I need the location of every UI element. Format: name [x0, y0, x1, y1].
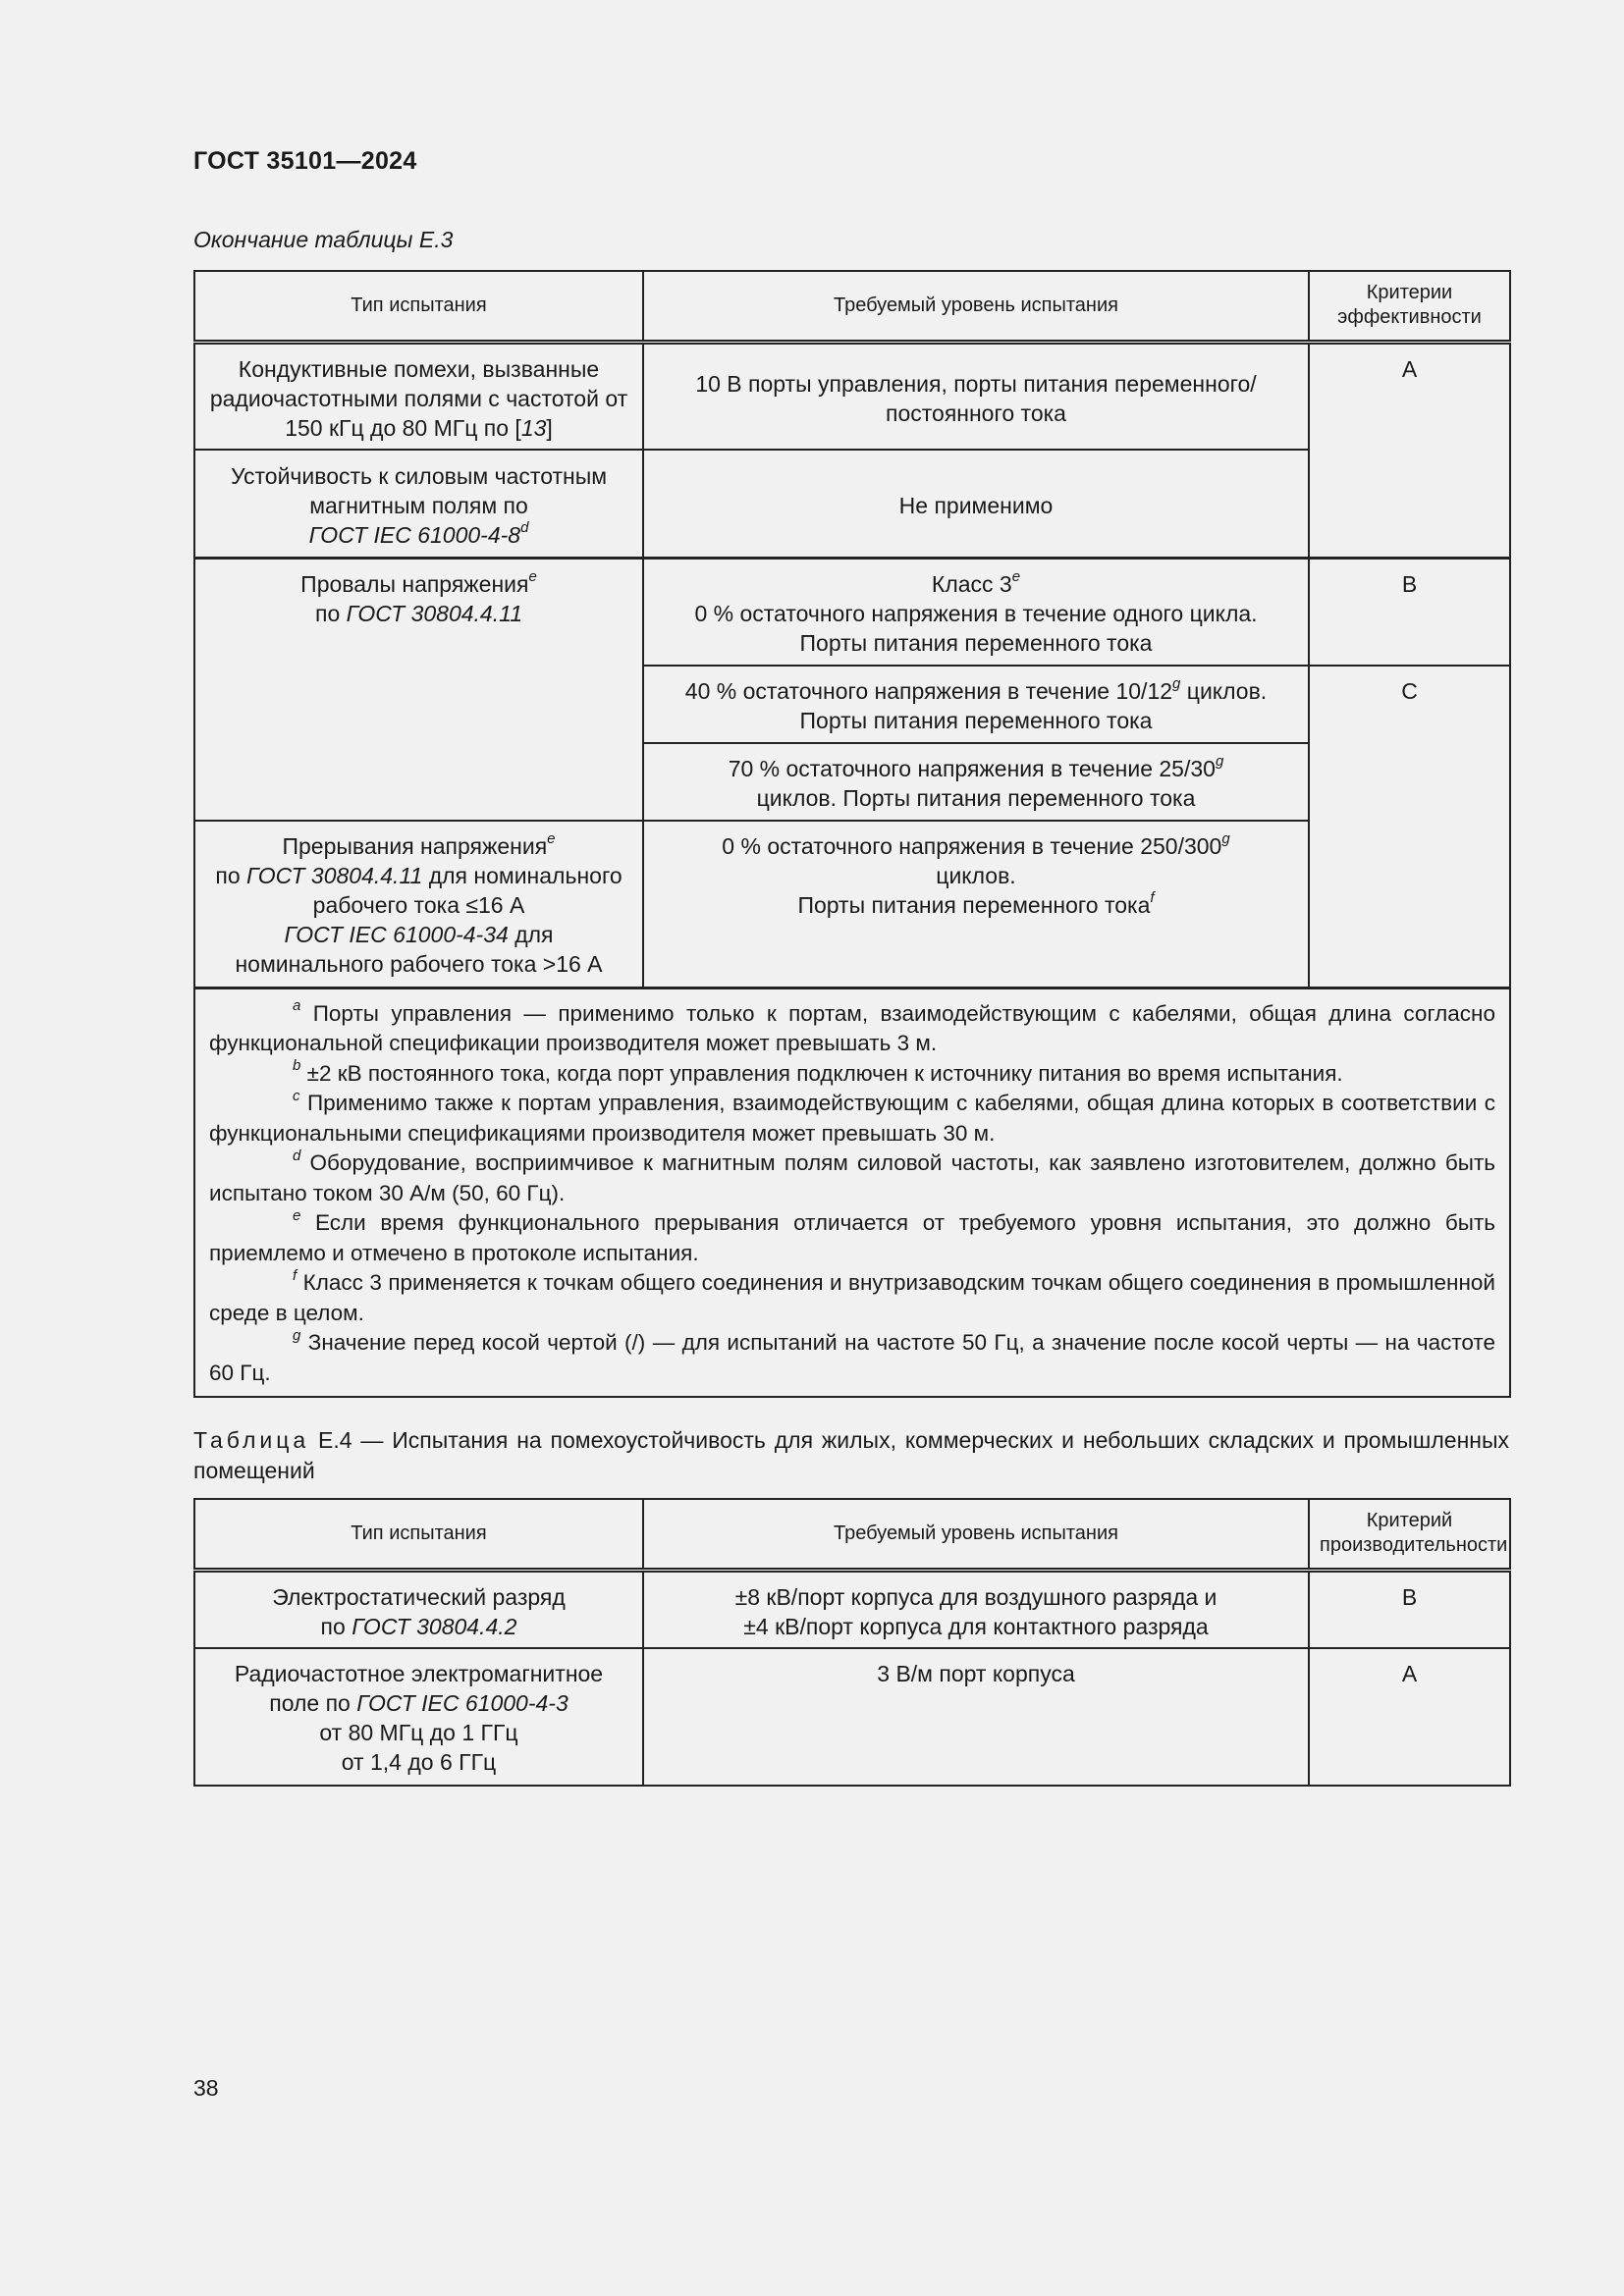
cell-required-level: Не применимо [643, 450, 1309, 558]
table-e4 [193, 1498, 1511, 1787]
cell-criterion: А [1309, 342, 1510, 558]
column-header-test-type: Тип испытания [194, 1499, 643, 1570]
footnotes-cell [194, 988, 1510, 1397]
cell-required-level: 0 % остаточного напряжения в течение 250/300$^g$ циклов. Порты питания переменного тока$^f$ [643, 821, 1309, 988]
table-continuation-label: Окончание таблицы Е.3 [193, 227, 454, 252]
column-header-criteria: Критерии эффективности [1309, 271, 1510, 342]
cell-test-type: Радиочастотное электромагнитное поле по ГОСТ IEC 61000-4-3 от 80 МГц до 1 ГГц от 1,4 до 6 ГГц [194, 1648, 643, 1786]
cell-criterion: А [1309, 1648, 1510, 1786]
column-header-required-level: Требуемый уровень испытания [643, 1499, 1309, 1570]
footnote-c: $^c$ Применимо также к портам управления, взаимодействующим с кабелями, общая длина которых в соответствии с функциональными спецификациями производителя может превышать 30 м. [209, 1087, 1495, 1146]
cell-required-level: 40 % остаточного напряжения в течение 10/12$^g$ циклов. Порты питания переменного тока [643, 666, 1309, 743]
cell-criterion: С [1309, 666, 1510, 988]
page-number: 38 [193, 2075, 219, 2101]
footnote-g: $^g$ Значение перед косой чертой (/) — для испытаний на частоте 50 Гц, а значение после косой черты — на частоте 60 Гц. [209, 1326, 1495, 1385]
cell-test-type: Провалы напряжения$^e$ по ГОСТ 30804.4.11 [194, 558, 643, 821]
column-header-test-type: Тип испытания [194, 271, 643, 342]
column-header-criterion: Критерий производительности [1309, 1499, 1510, 1570]
footnote-e: $^e$ Если время функционального прерывания отличается от требуемого уровня испытания, это должно быть приемлемо и отмечено в протоколе испытания. [209, 1206, 1495, 1265]
footnote-b: $^b$ ±2 кВ постоянного тока, когда порт управления подключен к источнику питания во время испытания. [293, 1057, 1343, 1086]
footnote-f: $^f$ Класс 3 применяется к точкам общего соединения и внутризаводским точкам общего соединения в промышленной среде в целом. [209, 1266, 1495, 1325]
table-row-rf [194, 1648, 1510, 1786]
table-e4-caption: Таблица Е.4 — Испытания на помехоустойчивость для жилых, коммерческих и небольших складских и промышленных помещений [193, 1427, 1509, 1483]
cell-test-type: Устойчивость к силовым частотным магнитным полям по ГОСТ IEC 61000-4-8$^d$ [194, 450, 643, 558]
cell-criterion: В [1309, 1570, 1510, 1648]
footnote-a: $^a$ Порты управления — применимо только к портам, взаимодействующим с кабелями, общая длина согласно функциональной спецификации производителя может превышать 3 м. [209, 997, 1495, 1055]
cell-required-level: ±8 кВ/порт корпуса для воздушного разряда и ±4 кВ/порт корпуса для контактного разряда [643, 1570, 1309, 1648]
cell-required-level: 3 В/м порт корпуса [643, 1648, 1309, 1786]
footnote-d: $^d$ Оборудование, восприимчивое к магнитным полям силовой частоты, как заявлено изготовителем, должно быть испытано током 30 А/м (50, 60 Гц). [209, 1147, 1495, 1205]
cell-test-type: Электростатический разряд по ГОСТ 30804.4.2 [194, 1570, 643, 1648]
cell-test-type: Кондуктивные помехи, вызванные радиочастотными полями с частотой от 150 кГц до 80 МГц по [13] [194, 342, 643, 450]
cell-criterion: В [1309, 558, 1510, 666]
table-e3-end [193, 270, 1511, 1398]
table-header-row [194, 271, 1510, 342]
table-row-esd [194, 1570, 1510, 1648]
cell-test-type: Прерывания напряжения$^e$ по ГОСТ 30804.4.11 для номинального рабочего тока ≤16 А ГОСТ IEC 61000-4-34 для номинального рабочего тока >16 А [194, 821, 643, 988]
cell-required-level: Класс 3e 0 % остаточного напряжения в течение одного цикла. Порты питания переменного тока [643, 558, 1309, 666]
column-header-required-level: Требуемый уровень испытания [643, 271, 1309, 342]
cell-required-level: 70 % остаточного напряжения в течение 25/30$^g$ циклов. Порты питания переменного тока [643, 743, 1309, 821]
table-header-row [194, 1499, 1510, 1570]
cell-required-level: 10 В порты управления, порты питания переменного/постоянного тока [643, 342, 1309, 450]
table-footnotes-row [194, 988, 1510, 1397]
table-row-dips-1 [194, 558, 1510, 666]
table-row-conducted [194, 342, 1510, 450]
standard-header: ГОСТ 35101—2024 [193, 147, 417, 175]
